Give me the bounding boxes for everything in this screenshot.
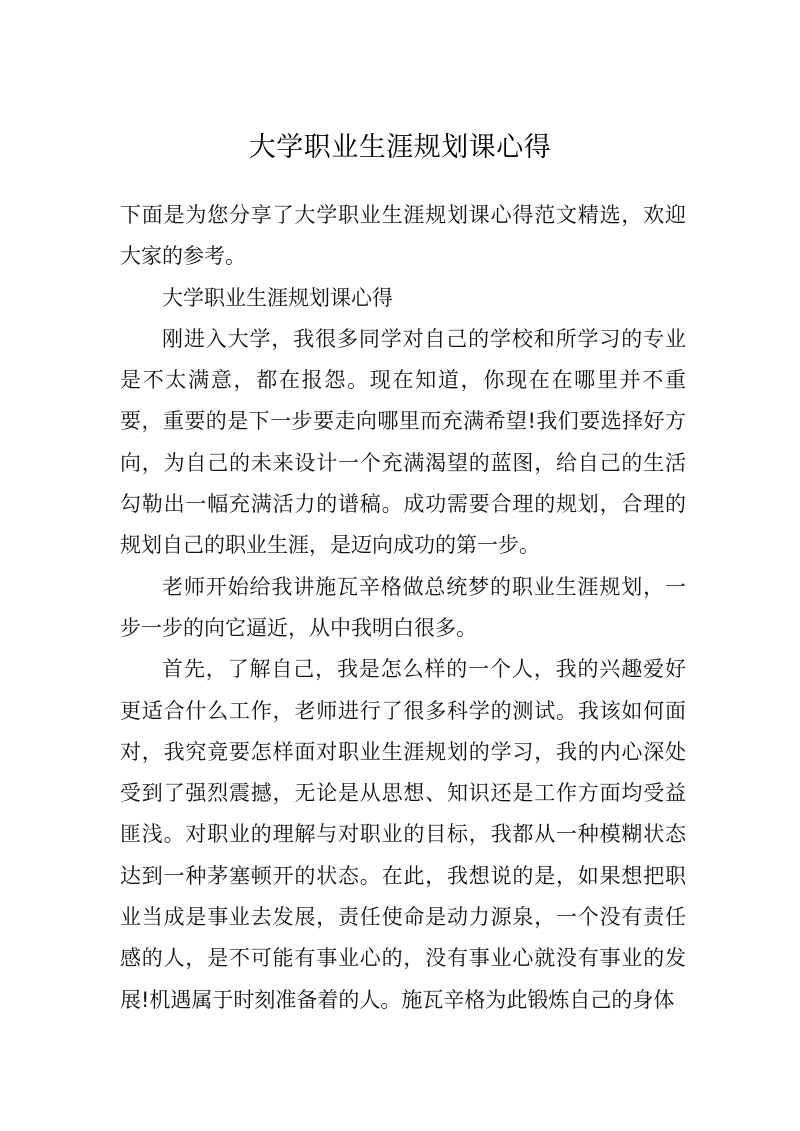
section-subtitle: 大学职业生涯规划课心得 xyxy=(162,285,393,310)
body-paragraph: 首先，了解自己，我是怎么样的一个人，我的兴趣爱好更适合什么工作，老师进行了很多科学的测试。我该如何面对，我究竟要怎样面对职业生涯规划的学习，我的内心深处受到了强烈震撼，无论是从思想、知识还是工作方面均受益匪浅。对职业的理解与对职业的目标，我都从一种模糊状态达到一种茅塞顿开的状态。在此，我想说的是，如果想把职业当成是事业去发展，责任使命是动力源泉，一个没有责任感的人，是不可能有事业心的，没有事业心就没有事业的发展!机遇属于时刻准备着的人。施瓦辛格为此锻炼自己的身体 xyxy=(120,657,686,1012)
body-paragraph: 刚进入大学，我很多同学对自己的学校和所学习的专业是不太满意，都在报怨。现在知道，你现在在哪里并不重要，重要的是下一步要走向哪里而充满希望!我们要选择好方向，为自己的未来设计一个充满渴望的蓝图，给自己的生活勾勒出一幅充满活力的谱稿。成功需要合理的规划，合理的规划自己的职业生涯，是迈向成功的第一步。 xyxy=(120,326,686,558)
body-paragraph: 老师开始给我讲施瓦辛格做总统梦的职业生涯规划，一步一步的向它逼近，从中我明白很多。 xyxy=(120,574,686,640)
intro-paragraph: 下面是为您分享了大学职业生涯规划课心得范文精选，欢迎大家的参考。 xyxy=(120,203,686,269)
document-body xyxy=(120,195,686,1021)
document-title: 大学职业生涯规划课心得 xyxy=(248,132,552,163)
